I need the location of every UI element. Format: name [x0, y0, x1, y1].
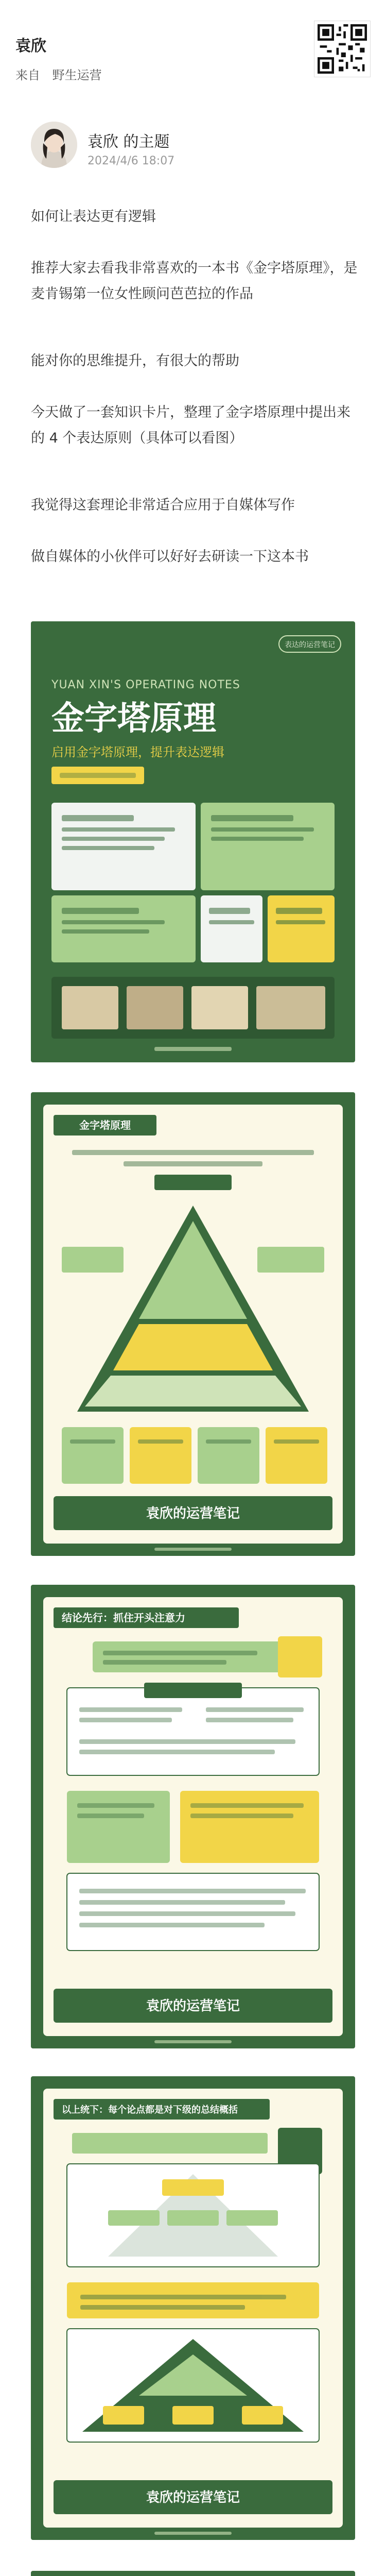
- qr-code-icon: [318, 24, 367, 74]
- page-title: 袁欣: [15, 37, 46, 55]
- post-paragraph: 如何让表达更有逻辑: [31, 209, 156, 225]
- author-block: [15, 122, 371, 178]
- card1-title: 金字塔原理: [79, 1119, 131, 1131]
- card3-footer: 袁欣的运营笔记: [146, 2490, 240, 2505]
- card3-title: 以上统下：每个论点都是对下级的总结概括: [62, 2105, 238, 2115]
- top-header: [0, 0, 386, 93]
- card1-footer: 袁欣的运营笔记: [146, 1506, 240, 1521]
- post-paragraph: 我觉得这套理论非常适合应用于自媒体写作: [31, 497, 295, 513]
- post-timestamp: 2024/4/6 18:07: [87, 155, 175, 167]
- cover-card-image[interactable]: [31, 621, 355, 1062]
- avatar[interactable]: [31, 122, 77, 168]
- avatar-image: [31, 122, 77, 168]
- cover-title: 金字塔原理: [51, 700, 216, 738]
- post-paragraph: 做自媒体的小伙伴可以好好去研读一下这本书: [31, 549, 309, 565]
- knowledge-card-image-3[interactable]: [31, 2076, 355, 2540]
- source-name-link[interactable]: 野生运营: [52, 68, 102, 82]
- post-paragraph: 今天做了一套知识卡片，整理了金字塔原理中提出来的 4 个表达原则（具体可以看图）: [31, 404, 350, 446]
- cover-badge: 表达的运营笔记: [285, 641, 335, 649]
- knowledge-card-image-4[interactable]: [31, 2571, 355, 2576]
- post-paragraph: 能对你的思维提升，有很大的帮助: [31, 353, 239, 369]
- cover-subtitle-en: YUAN XIN'S OPERATING NOTES: [51, 679, 240, 691]
- post-paragraph: 推荐大家去看我非常喜欢的一本书《金字塔原理》，是麦肯锡第一位女性顾问芭芭拉的作品: [31, 260, 358, 302]
- source-line: [15, 65, 102, 83]
- qr-code-top[interactable]: [314, 21, 371, 77]
- cover-tagline: 启用金字塔原理，提升表达逻辑: [51, 745, 224, 759]
- card2-title: 结论先行：抓住开头注意力: [62, 1612, 185, 1624]
- knowledge-card-image-1[interactable]: [31, 1092, 355, 1556]
- source-sep: [44, 68, 48, 82]
- knowledge-card-image-2[interactable]: [31, 1585, 355, 2048]
- card2-footer: 袁欣的运营笔记: [146, 1998, 240, 2014]
- author-name[interactable]: 袁欣 的主题: [87, 133, 170, 151]
- source-label: 来自: [15, 68, 40, 82]
